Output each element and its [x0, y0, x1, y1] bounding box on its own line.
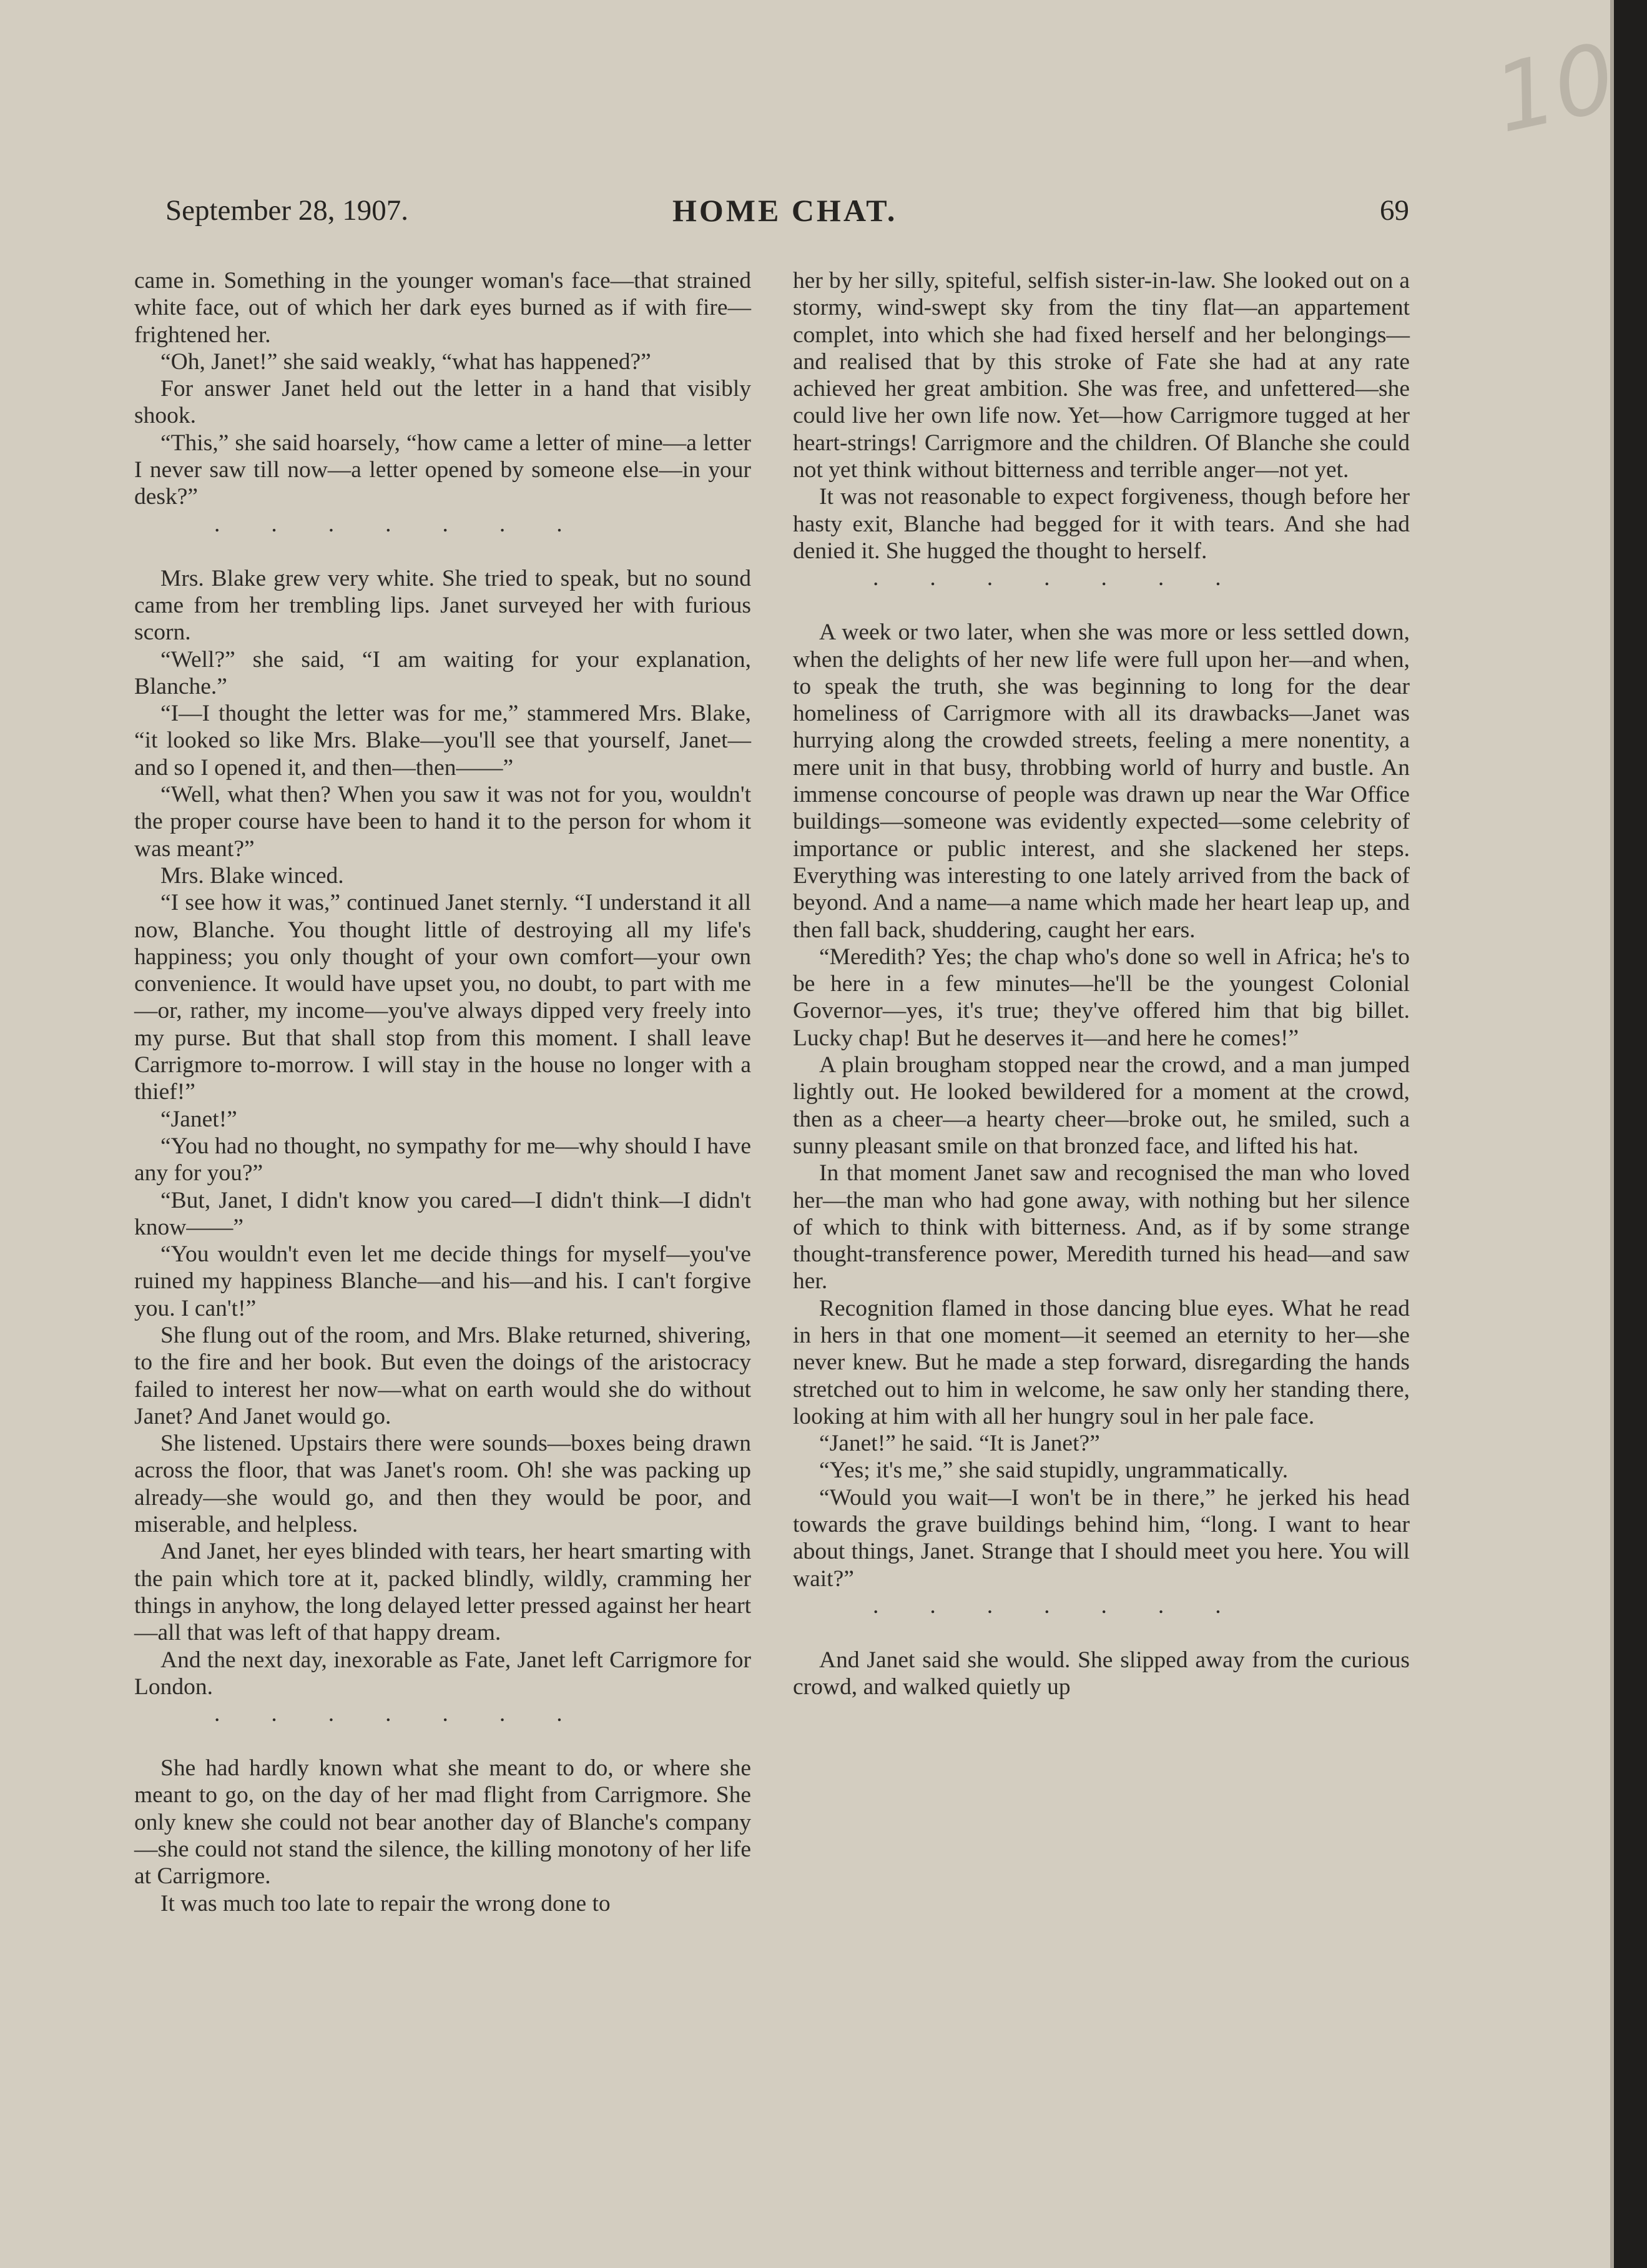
- paragraph: Mrs. Blake grew very white. She tried to speak, but no sound came from her trembling lips. Janet surveyed her with furious scorn.: [134, 565, 751, 646]
- paragraph: Mrs. Blake winced.: [160, 862, 344, 889]
- paragraph: She listened. Upstairs there were sounds—boxes being drawn across the floor, that was Janet's room. Oh! she was packing up already—she would go, and then they would be poor, and miserable, and helpless.: [134, 1431, 751, 1538]
- paragraph: And Janet said she would. She slipped away from the curious crowd, and walked quietly up: [793, 1647, 1410, 1700]
- paragraph: A week or two later, when she was more or less settled down, when the delights of her new life were full upon her—and when, to speak the truth, she was beginning to long for the dear homeliness of Carrigmore with all its drawbacks—Janet was hurrying along the crowded streets, feeling a mere nonentity, a mere unit in that busy, throbbing world of hurry and bustle. An immense concourse of people was drawn up near the War Office buildings—someone was evidently expected—some celebrity of importance or public interest, and she slackened her steps. Everything was interesting to one lately arrived from the back of beyond. And a name—a name which made her heart leap up, and then fall back, shuddering, caught her ears.: [793, 619, 1410, 943]
- paragraph: her by her silly, spiteful, selfish sister-in-law. She looked out on a stormy, wind-swept sky from the tiny flat—an appartement complet, into which she had fixed herself and her belongings—and realised that by this stroke of Fate she had at any rate achieved her great ambition. She was free, and unfettered—she could live her own life now. Yet—how Carrigmore tugged at her heart-strings! Carrigmore and the children. Of Blanche she could not yet think without bitterness and terrible anger—not yet.: [793, 268, 1410, 483]
- handwritten-page-mark: 10: [1485, 23, 1625, 154]
- section-separator: .......: [873, 565, 1272, 591]
- paragraph: And the next day, inexorable as Fate, Janet left Carrigmore for London.: [134, 1647, 751, 1700]
- paragraph: came in. Something in the younger woman's face—that strained white face, out of which her dark eyes burned as if with fire—frightened her.: [134, 268, 751, 348]
- section-separator: .......: [873, 1592, 1272, 1619]
- paragraph: It was much too late to repair the wrong done to: [160, 1890, 611, 1916]
- page-number: 69: [1380, 194, 1409, 227]
- paragraph: “This,” she said hoarsely, “how came a letter of mine—a letter I never saw till now—a letter opened by someone else—in your desk?”: [134, 430, 751, 510]
- paragraph: “Well?” she said, “I am waiting for your explanation, Blanche.”: [134, 646, 751, 699]
- left-column: [134, 267, 751, 1917]
- paragraph: It was not reasonable to expect forgiveness, though before her hasty exit, Blanche had begged for it with tears. And she had denied it. She hugged the thought to herself.: [793, 484, 1410, 564]
- paragraph: “Well, what then? When you saw it was not for you, wouldn't the proper course have been to hand it to the person for whom it was meant?”: [134, 782, 751, 862]
- paragraph: For answer Janet held out the letter in a hand that visibly shook.: [134, 376, 751, 429]
- issue-date: September 28, 1907.: [165, 194, 408, 227]
- paragraph: “You wouldn't even let me decide things for myself—you've ruined my happiness Blanche—and his—and his. I can't forgive you. I can't!”: [134, 1241, 751, 1321]
- magazine-title: HOME CHAT.: [672, 193, 898, 228]
- paragraph: “Oh, Janet!” she said weakly, “what has happened?”: [160, 348, 651, 375]
- paragraph: Recognition flamed in those dancing blue eyes. What he read in hers in that one moment—it seemed an eternity to her—she never knew. But he made a step forward, disregarding the hands stretched out to him in welcome, he saw only her standing there, looking at him with all her hungry soul in her pale face.: [793, 1295, 1410, 1429]
- running-header: [165, 194, 1414, 237]
- paragraph: And Janet, her eyes blinded with tears, her heart smarting with the pain which tore at it, packed blindly, wildly, cramming her things in anyhow, the long delayed letter pressed against her heart—all that was left of that happy dream.: [134, 1539, 751, 1646]
- paragraph: In that moment Janet saw and recognised the man who loved her—the man who had gone away, with nothing but her silence of which to think with bitterness. And, as if by some strange thought-transference power, Meredith turned his head—and saw her.: [793, 1160, 1410, 1294]
- paragraph: She had hardly known what she meant to do, or where she meant to go, on the day of her mad flight from Carrigmore. She only knew she could not bear another day of Blanche's company—she could not stand the silence, the killing monotony of her life at Carrigmore.: [134, 1755, 751, 1890]
- paragraph: “Would you wait—I won't be in there,” he jerked his head towards the grave buildings behind him, “long. I want to hear about things, Janet. Strange that I should meet you here. You will wait?”: [793, 1484, 1410, 1592]
- paragraph: A plain brougham stopped near the crowd, and a man jumped lightly out. He looked bewildered for a moment at the crowd, then as a cheer—a hearty cheer—broke out, he smiled, such a sunny pleasant smile on that bronzed face, and lifted his hat.: [793, 1052, 1410, 1159]
- paragraph: “I see how it was,” continued Janet sternly. “I understand it all now, Blanche. You thought little of destroying all my life's happiness; you only thought of your own comfort—your own convenience. It would have upset you, no doubt, to part with me—or, rather, my income—you've always dipped very freely into my purse. But that shall stop from this moment. I shall leave Carrigmore to-morrow. I will stay in the house no longer with a thief!”: [134, 890, 751, 1105]
- paragraph: “Janet!”: [160, 1106, 237, 1132]
- paragraph: “Janet!” he said. “It is Janet?”: [819, 1431, 1100, 1457]
- paragraph: She flung out of the room, and Mrs. Blake returned, shivering, to the fire and her book. But even the doings of the aristocracy failed to interest her now—what on earth would she do without Janet? And Janet would go.: [134, 1322, 751, 1429]
- paragraph: “You had no thought, no sympathy for me—why should I have any for you?”: [134, 1133, 751, 1186]
- paragraph: “I—I thought the letter was for me,” stammered Mrs. Blake, “it looked so like Mrs. Blake—you'll see that yourself, Janet—and so I opened it, and then—then——”: [134, 701, 751, 781]
- paragraph: “Yes; it's me,” she said stupidly, ungrammatically.: [819, 1457, 1289, 1484]
- right-column: [793, 267, 1410, 1701]
- section-separator: .......: [214, 511, 614, 537]
- paragraph: “But, Janet, I didn't know you cared—I didn't think—I didn't know——”: [134, 1187, 751, 1240]
- paragraph: “Meredith? Yes; the chap who's done so well in Africa; he's to be here in a few minutes—he'll be the youngest Colonial Governor—yes, it's true; they've offered him that big billet. Lucky chap! But he deserves it—and here he comes!”: [793, 944, 1410, 1051]
- section-separator: .......: [214, 1701, 614, 1727]
